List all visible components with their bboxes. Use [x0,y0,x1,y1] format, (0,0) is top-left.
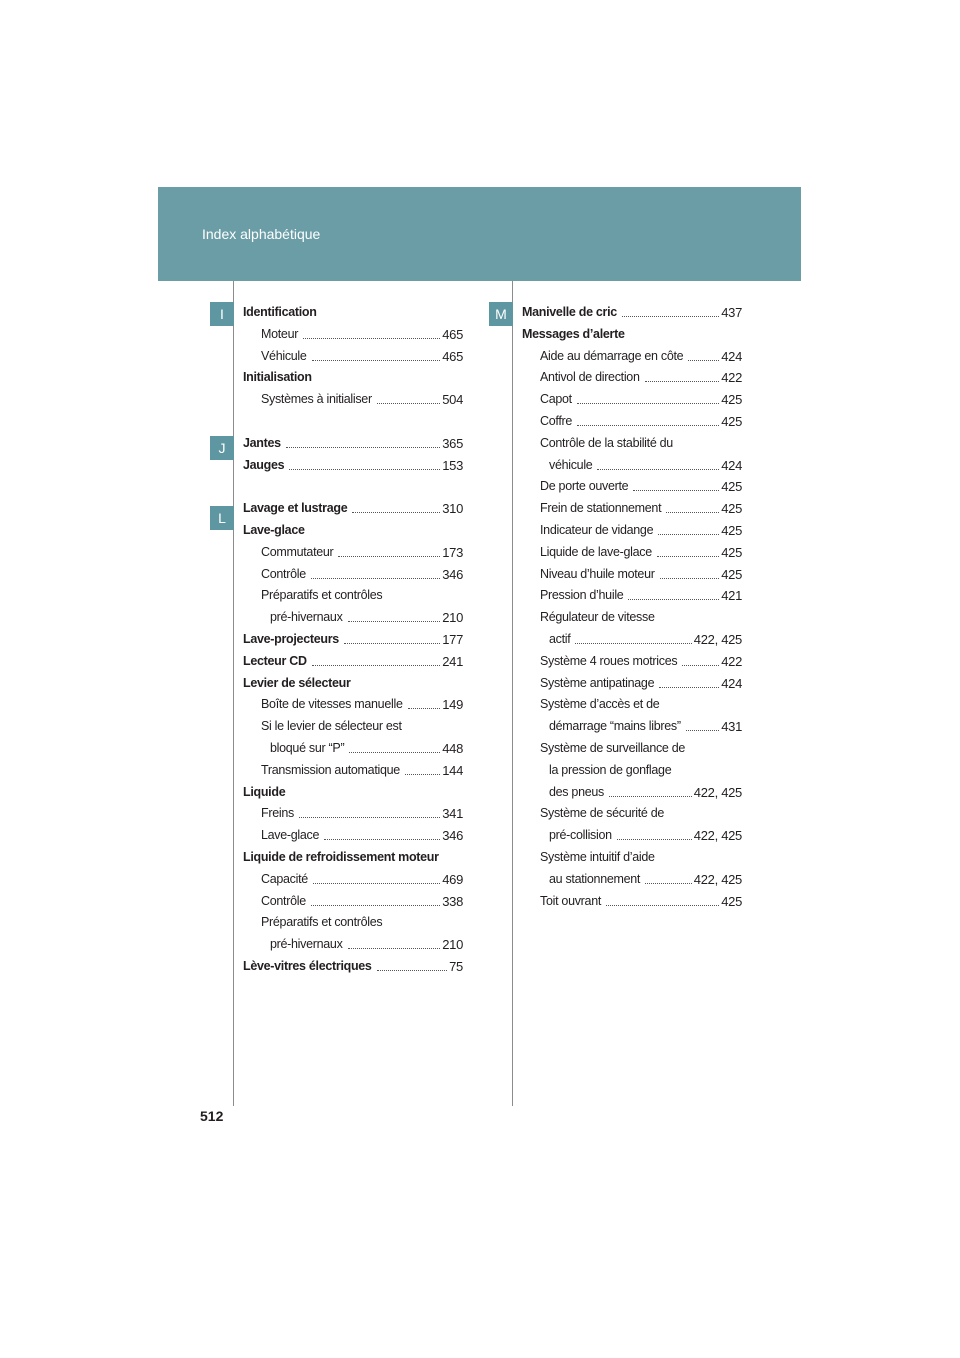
page-reference [573,632,742,647]
index-entry-text: Lavage et lustrage [243,501,348,516]
index-entry-text: Système intuitif d’aide [540,849,655,864]
leader-dots [289,468,440,470]
section-letter-l: L [210,506,234,530]
index-entry-text: Identification [243,305,317,319]
page-reference-number: 424 [721,675,742,691]
page-reference-number: 422, 425 [693,784,742,800]
leader-dots [324,838,440,840]
leader-dots [577,402,719,404]
index-entry [243,870,463,892]
page-reference [684,719,742,734]
index-entry [243,630,463,652]
index-entry [243,347,463,369]
page-reference [643,370,742,385]
index-entry-text: pré-collision [549,828,612,843]
page-reference [375,959,463,974]
page-reference [643,872,742,887]
index-entry [522,434,742,456]
index-entry-text: pré-hivernaux [270,937,343,952]
index-entry [522,303,742,325]
index-entry [522,739,742,761]
leader-dots [628,598,719,600]
leader-dots [312,664,440,666]
index-entry [243,848,463,870]
page-reference-number: 437 [721,305,742,320]
index-entry-text: Liquide [243,784,286,799]
leader-dots [597,468,719,470]
leader-dots [299,816,440,818]
index-entry [522,499,742,521]
index-entry-text: Lecteur CD [243,653,307,668]
page-reference [350,501,463,516]
index-entry [243,434,463,456]
index-entry-text: Pression d’huile [540,588,624,603]
leader-dots [617,838,692,840]
page-reference-number: 153 [442,457,463,473]
page-reference-number: 425 [721,544,742,560]
index-entry [522,521,742,543]
page-reference-number: 465 [442,326,463,342]
index-entry [522,608,742,630]
leader-dots [313,882,440,884]
leader-dots [666,511,719,513]
page-reference-number: 425 [721,392,742,408]
index-entry [243,892,463,914]
index-entry-text: Transmission automatique [261,762,400,777]
index-entry [243,565,463,587]
index-entry-text: Initialisation [243,370,312,385]
index-entry-text: Contrôle [261,566,306,581]
page-reference [631,479,742,494]
page-reference [680,654,742,669]
section-letter-j: J [210,436,234,460]
leader-dots [311,577,440,579]
page-reference [595,458,742,473]
leader-dots [622,315,719,317]
page-reference [658,567,742,582]
index-entry-text: Système d’accès et de [540,697,660,712]
leader-dots [349,751,440,753]
section-letter-m: M [489,302,513,326]
page-reference-number: 210 [442,610,463,626]
header-bar [158,187,801,281]
index-entry-text: Moteur [261,326,299,341]
page-reference [310,349,463,364]
leader-dots [645,380,719,382]
index-entry-text: Capot [540,392,572,407]
page-reference-number: 422, 425 [693,828,742,844]
index-entry-text: Antivol de direction [540,370,640,385]
index-entry-text: Boîte de vitesses manuelle [261,697,403,712]
index-entry-text: Lave-glace [261,828,320,843]
index-entry [243,412,463,434]
index-entry [243,521,463,543]
index-entry-text: Système 4 roues motrices [540,653,678,668]
leader-dots [311,904,440,906]
index-entry [243,717,463,739]
index-entry [522,870,742,892]
index-entry-text: des pneus [549,784,604,799]
index-entry-text: Commutateur [261,544,334,559]
page-reference [346,610,463,625]
index-entry-text: Contrôle de la stabilité du [540,435,673,450]
index-entry [243,499,463,521]
index-entry [243,783,463,805]
index-entry-text: Préparatifs et contrôles [261,915,383,930]
index-column-right [522,303,742,913]
page-reference-number: 465 [442,348,463,364]
index-entry-text: Jantes [243,435,281,450]
page-reference-number: 310 [442,501,463,517]
leader-dots [686,729,719,731]
page-reference [310,654,463,669]
index-entry-text: Messages d’alerte [522,326,625,341]
page-reference-number: 469 [442,871,463,887]
index-entry-text: Levier de sélecteur [243,675,351,690]
index-entry [522,848,742,870]
page-reference-number: 241 [442,653,463,669]
page-reference [575,414,742,429]
page-reference-number: 425 [721,566,742,582]
leader-dots [352,511,440,513]
page-reference-number: 431 [721,719,742,735]
leader-dots [338,555,440,557]
index-entry-text: actif [549,631,571,646]
index-entry [522,783,742,805]
page-reference-number: 365 [442,435,463,451]
page-reference-number: 425 [721,479,742,495]
page-reference [403,763,463,778]
index-entry-text: démarrage “mains libres” [549,719,681,734]
page-reference [301,327,463,342]
index-entry-text: De porte ouverte [540,479,629,494]
page-reference [686,349,742,364]
index-entry-text: Si le levier de sélecteur est [261,719,402,734]
index-entry-text: pré-hivernaux [270,610,343,625]
leader-dots [312,359,440,361]
leader-dots [348,620,440,622]
index-entry [522,717,742,739]
page-reference [346,937,463,952]
page-reference [604,894,742,909]
index-entry-text: Système antipatinage [540,675,655,690]
leader-dots [682,664,719,666]
index-entry-text: Manivelle de cric [522,305,617,319]
index-entry-text: Freins [261,806,294,821]
index-entry [522,630,742,652]
page-reference [287,458,463,473]
index-entry [522,368,742,390]
index-entry [522,347,742,369]
page-reference-number: 504 [442,392,463,408]
page-reference-number: 210 [442,937,463,953]
index-entry-text: la pression de gonflage [549,762,672,777]
page-reference [615,828,742,843]
index-entry [243,652,463,674]
page-reference-number: 422, 425 [693,871,742,887]
leader-dots [606,904,719,906]
index-entry-text: Système de surveillance de [540,740,686,755]
index-entry-text: Systèmes à initialiser [261,392,372,407]
index-entry [243,913,463,935]
page-reference [342,632,463,647]
index-entry [243,804,463,826]
index-entry [522,826,742,848]
page-reference-number: 338 [442,893,463,909]
index-entry [243,477,463,499]
index-entry-text: bloqué sur “P” [270,740,345,755]
index-entry [522,477,742,499]
index-entry-text: véhicule [549,457,593,472]
leader-dots [344,642,440,644]
page-reference-number: 341 [442,806,463,822]
index-entry-text: Liquide de lave-glace [540,544,652,559]
header-title: Index alphabétique [202,226,321,242]
page-reference [575,392,742,407]
leader-dots [405,773,440,775]
index-entry-text: Jauges [243,457,285,472]
page-reference [309,567,463,582]
page-reference-number: 448 [442,740,463,756]
page-reference-number: 75 [449,958,463,974]
page-reference [664,501,742,516]
index-entry [243,586,463,608]
index-entry [243,325,463,347]
page-reference [655,545,742,560]
index-entry-text: Régulateur de vitesse [540,610,655,625]
page-reference [375,392,463,407]
index-entry-text: Aide au démarrage en côte [540,348,684,363]
page-reference-number: 425 [721,893,742,909]
index-entry [522,761,742,783]
index-entry [522,652,742,674]
leader-dots [377,402,440,404]
index-entry-text: Frein de stationnement [540,501,662,516]
page-reference-number: 425 [721,522,742,538]
leader-dots [633,489,719,491]
page-reference-number: 144 [442,762,463,778]
page-reference [309,894,463,909]
index-entry [243,456,463,478]
leader-dots [688,359,719,361]
index-entry-text: Véhicule [261,348,307,363]
page-reference-number: 149 [442,697,463,713]
index-entry-text: Liquide de refroidissement moteur [243,849,439,864]
index-entry [522,586,742,608]
index-entry [243,368,463,390]
index-entry-text: Système de sécurité de [540,806,665,821]
index-entry-text: Capacité [261,871,308,886]
index-entry [522,390,742,412]
page-reference [322,828,463,843]
index-entry [522,804,742,826]
page-reference [311,872,463,887]
page-reference-number: 177 [442,631,463,647]
page-reference [297,806,463,821]
page-reference [336,545,463,560]
leader-dots [609,795,692,797]
index-entry-text: Préparatifs et contrôles [261,588,383,603]
index-entry [522,674,742,696]
leader-dots [408,707,440,709]
index-entry [522,695,742,717]
index-entry [522,325,742,347]
page-reference-number: 425 [721,501,742,517]
leader-dots [659,686,719,688]
section-letter-i: I [210,302,234,326]
leader-dots [575,642,692,644]
index-entry [522,565,742,587]
leader-dots [303,337,440,339]
page-reference-number: 425 [721,413,742,429]
index-entry [243,608,463,630]
page-reference [626,588,742,603]
page-reference-number: 424 [721,457,742,473]
page-reference-number: 421 [721,588,742,604]
page-reference-number: 422 [721,653,742,669]
page-reference [607,785,742,800]
index-entry [243,695,463,717]
index-entry [243,935,463,957]
page-reference [406,697,463,712]
leader-dots [577,424,719,426]
index-entry [243,826,463,848]
leader-dots [660,577,719,579]
index-entry [243,761,463,783]
index-entry [243,957,463,979]
leader-dots [658,533,719,535]
index-entry-text: Indicateur de vidange [540,522,654,537]
index-entry-text: Lave-glace [243,522,305,537]
page-reference [656,523,742,538]
index-entry-text: Lève-vitres électriques [243,958,372,973]
index-column-left [243,303,463,979]
index-entry-text: Toit ouvrant [540,893,602,908]
index-entry-text: Lave-projecteurs [243,631,339,646]
index-entry [243,674,463,696]
index-entry [243,390,463,412]
index-entry [522,543,742,565]
index-entry [243,739,463,761]
page-reference [284,436,463,451]
page-reference-number: 346 [442,828,463,844]
page-reference-number: 422, 425 [693,631,742,647]
index-entry-text: Niveau d’huile moteur [540,566,655,581]
leader-dots [645,882,692,884]
page-reference [657,676,742,691]
page-reference-number: 173 [442,544,463,560]
index-entry-text: Coffre [540,413,573,428]
leader-dots [286,446,440,448]
index-entry-text: au stationnement [549,871,641,886]
index-entry [522,892,742,914]
page-number: 512 [200,1108,224,1124]
index-entry [243,303,463,325]
column-divider-right [512,281,513,1106]
page-reference-number: 424 [721,348,742,364]
column-divider-left [233,281,234,1106]
index-entry [522,412,742,434]
index-entry [522,456,742,478]
page-reference-number: 346 [442,566,463,582]
page-reference [620,305,742,320]
page-reference [347,741,463,756]
page-reference-number: 422 [721,370,742,386]
leader-dots [348,947,440,949]
index-entry-text: Contrôle [261,893,306,908]
leader-dots [377,969,447,971]
index-entry [243,543,463,565]
leader-dots [657,555,719,557]
